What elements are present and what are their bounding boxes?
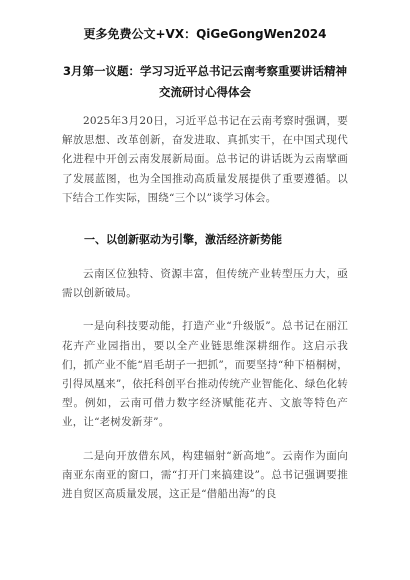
body-paragraph: 二是向开放借东风，构建辐射“新高地”。云南作为面向南亚东南亚的窗口，需“打开门来搞建设”。总书记强调要推进自贸区高质量发展，这正是“借船出海”的良 — [62, 449, 348, 501]
body-paragraph: 一是向科技要动能，打造产业“升级版”。总书记在丽江花卉产业园指出，要以全产业链思维深耕细作。这启示我们，抓产业不能“眉毛胡子一把抓”，而要坚持“种下梧桐树，引得凤凰来”，依托科创平台推动传统产业智能化、绿色化转型。例如，云南可借力数字经济赋能花卉、文旅等特色产业，让“老树发新芽”。 — [62, 320, 348, 429]
section-heading-1: 一、以创新驱动为引擎，激活经济新势能 — [84, 233, 282, 247]
intro-paragraph: 2025年3月20日，习近平总书记在云南考察时强调，要解放思想、改革创新，奋发进取、真抓实干，在中国式现代化进程中开创云南发展新局面。总书记的讲话既为云南擘画了发展蓝图，也为全国推动高质量发展提供了重要遵循。以下结合工作实际，围绕“三个以”谈学习体会。 — [62, 115, 348, 204]
document-title: 3月第一议题：学习习近平总书记云南考察重要讲话精神交流研讨心得体会 — [63, 64, 347, 99]
promo-banner: 更多免费公文+VX：QiGeGongWen2024 — [83, 27, 327, 41]
body-paragraph: 云南区位独特、资源丰富，但传统产业转型压力大，亟需以创新破局。 — [62, 268, 348, 300]
